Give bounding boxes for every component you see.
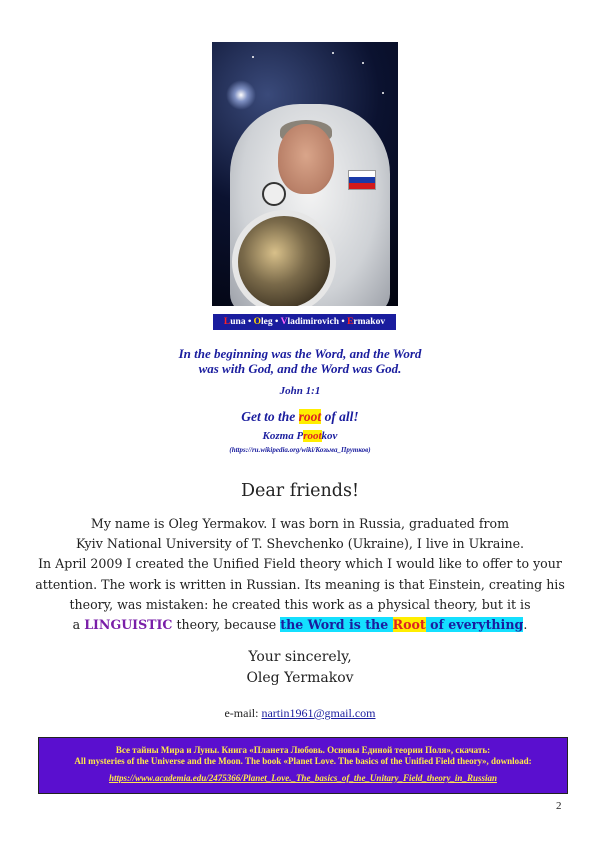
root-slogan: Get to the root of all! (241, 409, 359, 424)
email-line: e-mail: nartin1961@gmail.com (224, 706, 376, 720)
bible-quote: In the beginning was the Word, and the Word was with God, and the Word was God. (178, 346, 422, 376)
page-number: 2 (556, 800, 562, 812)
astronaut-photo (212, 42, 398, 306)
quote-source: John 1:1 (279, 385, 321, 397)
helmet-icon (232, 210, 336, 306)
kozma-wiki-link[interactable]: (https://ru.wikipedia.org/wiki/Козьма_Прутков) (229, 446, 371, 454)
russian-flag-icon (348, 170, 376, 190)
wiki-link[interactable]: https://ru.wikipedia.org/wiki/Козьма_Прутков (231, 446, 369, 454)
linguistic-word: LINGUISTIC (84, 617, 173, 633)
greeting-heading: Dear friends! (240, 481, 360, 501)
letter-body: My name is Oleg Yermakov. I was born in Russia, graduated from Kyiv National University of T. Shevchenko (Ukraine), I live in Ukraine. In April 2009 I created the Unified Field theory which I would like to offer to your attention. The work is written in Russian. Its meaning is that Einstein, creating his theory, was mistaken: he created this work as a physical theory, but it is a LINGUISTIC theory, because the Word is the Root of everything. (35, 516, 565, 633)
photo-caption: Luna • Oleg • Vladimirovich • Ermakov (213, 314, 396, 330)
academia-download-link[interactable]: https://www.academia.edu/2475366/Planet_Love._The_basics_of_the_Unitary_Field_theory_in_Russian (109, 773, 497, 783)
closing-signature: Your sincerely, Oleg Yermakov (246, 649, 354, 686)
kozma-attribution: Kozma Prootkov (262, 430, 338, 442)
email-link[interactable]: nartin1961@gmail.com (261, 706, 376, 720)
download-info-box: Все тайны Мира и Луны. Книга «Планета Любовь. Основы Единой теории Поля», скачать: All mysteries of the Universe and the Moon. The book «Planet Love. The basics of the Unified Field theory», download: https://www.academia.edu/2475366/Planet_Love._The_basics_of_the_Unitary_Field_theory_in_Russian (38, 737, 568, 794)
